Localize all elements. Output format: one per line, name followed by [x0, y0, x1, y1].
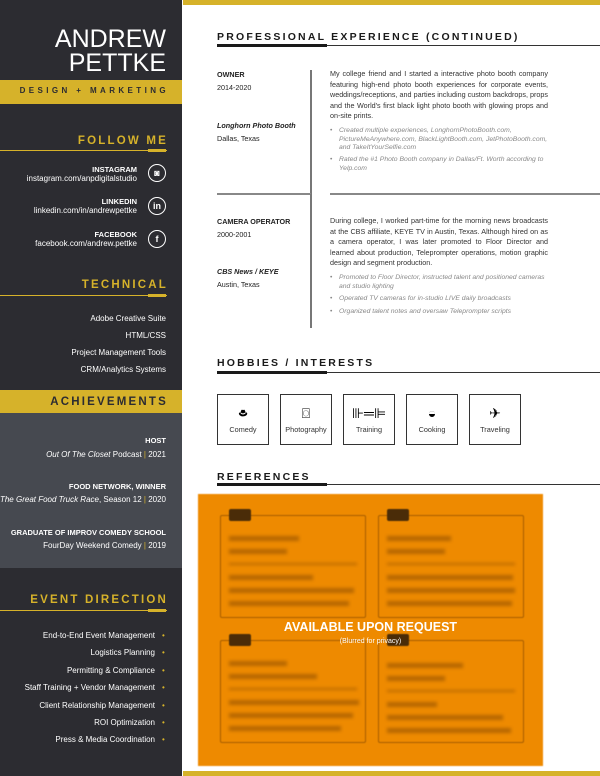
- facebook-label: FACEBOOK: [94, 230, 137, 239]
- row-divider: [330, 193, 600, 195]
- event-item: End-to-End Event Management: [42, 631, 155, 640]
- event-item: Press & Media Coordination: [55, 735, 155, 745]
- hobby-traveling: ✈︎ Traveling: [469, 394, 521, 445]
- bullet-icon: •: [162, 648, 165, 658]
- linkedin-icon[interactable]: in: [148, 197, 166, 215]
- bottom-accent-bar: [183, 771, 600, 776]
- technical-item: HTML/CSS: [125, 331, 166, 340]
- job-location: Dallas, Texas: [217, 134, 260, 143]
- hobby-comedy: 🎩︎ Comedy: [217, 394, 269, 445]
- event-item: ROI Optimization: [94, 718, 155, 727]
- achievements-heading: ACHIEVEMENTS: [50, 396, 168, 408]
- achievement-title: HOST: [145, 436, 166, 445]
- divider: [0, 295, 167, 296]
- event-item: Staff Training + Vendor Management: [24, 683, 155, 693]
- job-bullet: • Organized talent notes and oversaw Teleprompter scripts: [330, 308, 512, 315]
- divider: [0, 610, 167, 611]
- job-location: Austin, Texas: [217, 280, 260, 289]
- event-item: Permitting & Compliance: [66, 665, 155, 675]
- job-company: Longhorn Photo Booth: [217, 121, 296, 130]
- instagram-link[interactable]: instagram.com/anpdigitalstudio: [26, 174, 137, 183]
- references-overlay-note: (Blurred for privacy): [339, 638, 402, 645]
- dumbbell-icon: ⊪═⊫: [351, 405, 387, 421]
- job-company: CBS News / KEYE: [217, 267, 279, 276]
- experience-heading: PROFESSIONAL EXPERIENCE (CONTINUED): [217, 31, 520, 43]
- achievement-detail: The Great Food Truck Race, Season 12 | 2020: [0, 495, 166, 504]
- job-description: My college friend and I started a interactive photo booth company featuring high-end photo booth experiences for corporate events, weddings/receptions, and parties including custom backdrops, props and the World's first black light photo booth with glowing props and on-site prints.: [330, 69, 548, 120]
- job-description: During college, I worked part-time for the morning news broadcasts at the CBS affiliate, KEYE TV in Austin, Texas. Although hired on as a camera operator, I was later promoted to Floor Director and learned about production, Teleprompter operations, motion graphic design and segment production.: [330, 216, 548, 267]
- job-bullet: • Rated the #1 Photo Booth company in Dallas/Ft. Worth according to Yelp.com: [330, 156, 544, 172]
- job-role: CAMERA OPERATOR: [217, 217, 291, 226]
- technical-item: Project Management Tools: [71, 348, 166, 357]
- tagline: DESIGN + MARKETING: [19, 86, 169, 95]
- row-divider: [217, 193, 311, 195]
- references-heading: REFERENCES: [217, 471, 311, 483]
- bullet-icon: •: [162, 665, 165, 675]
- facebook-link[interactable]: facebook.com/andrew.pettke: [35, 239, 137, 248]
- linkedin-link[interactable]: linkedin.com/in/andrewpettke: [33, 206, 137, 215]
- divider-accent: [217, 44, 327, 47]
- camera-icon: ⌼: [301, 405, 311, 421]
- comedy-icon: 🎩︎: [238, 405, 248, 421]
- name: ANDREW PETTKE: [54, 25, 166, 77]
- bullet-icon: •: [162, 718, 165, 727]
- technical-item: CRM/Analytics Systems: [80, 365, 166, 374]
- job-bullet: • Operated TV cameras for in-studio LIVE daily broadcasts: [330, 295, 511, 302]
- column-divider: [310, 194, 312, 328]
- follow-heading: FOLLOW ME: [77, 135, 168, 147]
- event-item: Logistics Planning: [90, 648, 155, 658]
- job-bullet: • Promoted to Floor Director, instructed talent and positioned cameras and studio lighting: [330, 274, 545, 290]
- column-divider: [310, 70, 312, 194]
- hobby-training: ⊪═⊫ Training: [343, 394, 395, 445]
- achievement-title: FOOD NETWORK, WINNER: [68, 482, 166, 491]
- instagram-icon[interactable]: ◙: [148, 164, 166, 182]
- technical-item: Adobe Creative Suite: [90, 314, 166, 323]
- divider-accent: [148, 609, 166, 612]
- instagram-label: INSTAGRAM: [92, 165, 137, 174]
- sidebar: [0, 0, 182, 776]
- reference-card: [220, 640, 366, 743]
- hobbies-heading: HOBBIES / INTERESTS: [217, 357, 375, 369]
- job-dates: 2014-2020: [217, 83, 252, 92]
- job-role: OWNER: [217, 70, 245, 79]
- divider-accent: [148, 149, 166, 152]
- top-accent-bar: [183, 0, 600, 5]
- bullet-icon: •: [162, 700, 165, 710]
- hobby-cooking: ◒ Cooking: [406, 394, 458, 445]
- linkedin-label: LINKEDIN: [101, 197, 137, 206]
- reference-card: [220, 515, 366, 618]
- achievement-detail: FourDay Weekend Comedy | 2019: [43, 541, 166, 550]
- airplane-icon: ✈︎: [489, 405, 501, 421]
- divider-accent: [217, 483, 327, 486]
- technical-heading: TECHNICAL: [81, 279, 168, 291]
- references-overlay-title: AVAILABLE UPON REQUEST: [283, 620, 458, 634]
- mixing-bowl-icon: ◒: [427, 405, 437, 421]
- achievement-title: GRADUATE OF IMPROV COMEDY SCHOOL: [10, 528, 166, 537]
- bullet-icon: •: [162, 735, 165, 745]
- event-item: Client Relationship Management: [39, 700, 155, 710]
- bullet-icon: •: [162, 683, 165, 693]
- job-dates: 2000-2001: [217, 230, 252, 239]
- divider-accent: [148, 294, 166, 297]
- event-heading: EVENT DIRECTION: [30, 594, 168, 606]
- job-bullet: • Created multiple experiences, LonghornPhotoBooth.com, PictureMeAnywhere.com, BlackLightBooth.com, JetPhotoBooth.com, and TakeItYourSelfie.com: [330, 127, 548, 152]
- achievement-detail: Out Of The Closet Podcast | 2021: [46, 450, 166, 459]
- hobby-photography: ⌼ Photography: [280, 394, 332, 445]
- reference-card: [378, 515, 524, 618]
- divider: [0, 150, 167, 151]
- divider-accent: [217, 371, 327, 374]
- reference-card: [378, 640, 524, 743]
- bullet-icon: •: [162, 631, 165, 640]
- facebook-icon[interactable]: f: [148, 230, 166, 248]
